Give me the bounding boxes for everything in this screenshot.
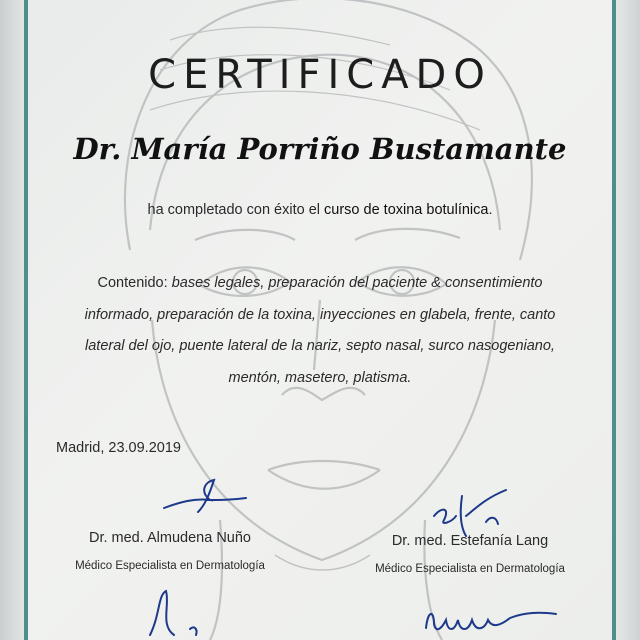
content-topics-line3: lateral del ojo, puente lateral de la nariz, septo nasal, surco nasogeniano,	[85, 338, 555, 354]
completion-suffix: .	[488, 202, 493, 218]
course-name: curso de toxina botulínica	[324, 202, 489, 218]
completion-prefix: ha completado con éxito el	[147, 202, 320, 218]
content-label: Contenido:	[97, 275, 168, 291]
content-topics-line4: mentón, masetero, platisma.	[228, 369, 412, 386]
content-topics-line1: bases legales, preparación del paciente & consentimiento	[171, 275, 543, 291]
content-topics-line2: informado, preparación de la toxina, inyecciones en glabela, frente, canto	[84, 306, 556, 323]
signatory-right	[350, 533, 590, 575]
signatory-right-name: Dr. med. Estefanía Lang	[391, 533, 549, 549]
course-content	[62, 268, 578, 394]
completion-statement	[0, 202, 640, 218]
signature-left	[160, 478, 250, 518]
ink-stroke-bottom-left	[140, 585, 220, 640]
signatory-left-title: Médico Especialista en Dermatología	[75, 560, 265, 572]
recipient-name: Dr. María Porriño Bustamante	[73, 132, 567, 166]
place-and-date: Madrid, 23.09.2019	[56, 440, 181, 456]
certificate-title: CERTIFICADO	[148, 52, 492, 98]
signatory-right-title: Médico Especialista en Dermatología	[375, 563, 565, 575]
signatory-left	[60, 530, 280, 572]
signatory-left-name: Dr. med. Almudena Nuño	[88, 530, 251, 546]
ink-stroke-bottom-right	[420, 598, 560, 640]
